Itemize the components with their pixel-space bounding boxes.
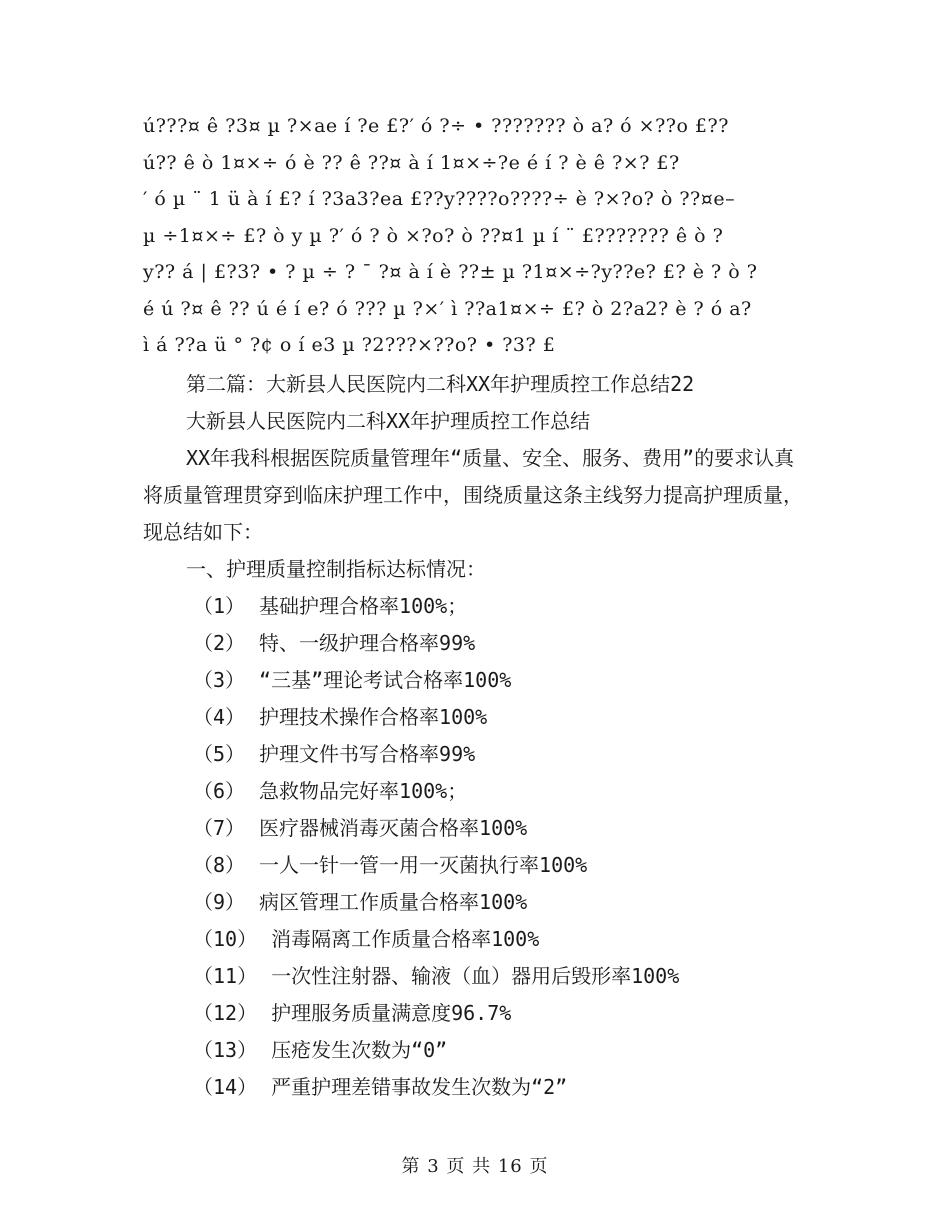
item-number: （6）	[193, 779, 246, 803]
garbled-line: y?? á | £?3? • ? µ ÷ ? ¯ ?¤ à í è ??± µ ?1¤×÷?y??e? £? è ? ò ?	[143, 261, 758, 283]
garbled-line: µ ÷1¤×÷ £? ò y µ ?′ ó ? ò ×?o? ò ??¤1 µ í ¨ £??????? ê ò ?	[143, 224, 724, 247]
item-number: （10）	[193, 927, 258, 951]
list-item	[143, 1032, 813, 1069]
item-text: 护理文件书写合格率99%	[259, 742, 476, 766]
list-item	[143, 662, 813, 699]
document-content	[143, 366, 813, 1106]
list-item	[143, 847, 813, 884]
list-item	[143, 921, 813, 958]
item-text: 压疮发生次数为“0”	[271, 1038, 448, 1062]
item-number: （8）	[193, 853, 246, 877]
item-text: 基础护理合格率100%；	[259, 594, 468, 618]
item-number: （3）	[193, 668, 246, 692]
heading-quality-indicators: 一、护理质量控制指标达标情况：	[186, 557, 486, 581]
item-text: 一人一针一管一用一灭菌执行率100%	[259, 853, 588, 877]
item-number: （4）	[193, 705, 246, 729]
item-number: （1）	[193, 594, 246, 618]
item-number: （5）	[193, 742, 246, 766]
item-text: 特、一级护理合格率99%	[259, 631, 476, 655]
item-text: 急救物品完好率100%；	[259, 779, 468, 803]
list-item	[143, 699, 813, 736]
item-number: （9）	[193, 890, 246, 914]
item-text: 一次性注射器、输液（血）器用后毁形率100%	[271, 964, 680, 988]
garbled-line: ′ ó µ ¨ 1 ü à í £? í ?3a3?ea £??y????o????÷ è ?×?o? ò ??¤e–	[143, 188, 736, 210]
intro-paragraph: XX年我科根据医院质量管理年“质量、安全、服务、费用”的要求认真将质量管理贯穿到临床护理工作中，围绕质量这条主线努力提高护理质量，现总结如下：	[143, 446, 803, 544]
list-item	[143, 884, 813, 921]
list-item	[143, 1069, 813, 1106]
item-number: （7）	[193, 816, 246, 840]
document-title: 大新县人民医院内二科XX年护理质控工作总结	[186, 409, 591, 433]
item-number: （13）	[193, 1038, 258, 1062]
list-item	[143, 588, 813, 625]
item-text: 消毒隔离工作质量合格率100%	[271, 927, 540, 951]
list-item	[143, 736, 813, 773]
item-number: （11）	[193, 964, 258, 988]
list-item	[143, 958, 813, 995]
item-number: （14）	[193, 1075, 258, 1099]
garbled-line: ú???¤ ê ?3¤ µ ?×ae í ?e £?′ ó ?÷ • ??????? ò a? ó ×??o £??	[143, 115, 729, 137]
garbled-line: é ú ?¤ ê ?? ú é í e? ó ??? µ ?×′ ì ??a1¤×÷ £? ò 2?a2? è ? ó a?	[143, 297, 752, 320]
item-number: （2）	[193, 631, 246, 655]
item-text: 护理服务质量满意度96.7%	[271, 1001, 512, 1025]
item-number: （12）	[193, 1001, 258, 1025]
item-text: 病区管理工作质量合格率100%	[259, 890, 528, 914]
garbled-text-block	[143, 108, 823, 364]
item-text: 医疗器械消毒灭菌合格率100%	[259, 816, 528, 840]
list-item	[143, 810, 813, 847]
list-item	[143, 625, 813, 662]
list-item	[143, 773, 813, 810]
section-title: 第二篇：大新县人民医院内二科XX年护理质控工作总结22	[186, 372, 695, 396]
page-footer: 第 3 页 共 16 页	[401, 1156, 549, 1177]
garbled-line: ì á ??a ü ° ?¢ o í e3 µ ?2???×??o? • ?3? £	[143, 334, 556, 356]
garbled-line: ú?? ê ò 1¤×÷ ó è ?? ê ??¤ à í 1¤×÷?e é í ? è ê ?×? £?	[143, 151, 680, 174]
item-text: 护理技术操作合格率100%	[259, 705, 488, 729]
item-text: 严重护理差错事故发生次数为“2”	[271, 1075, 568, 1099]
list-item	[143, 995, 813, 1032]
item-text: “三基”理论考试合格率100%	[259, 668, 512, 692]
